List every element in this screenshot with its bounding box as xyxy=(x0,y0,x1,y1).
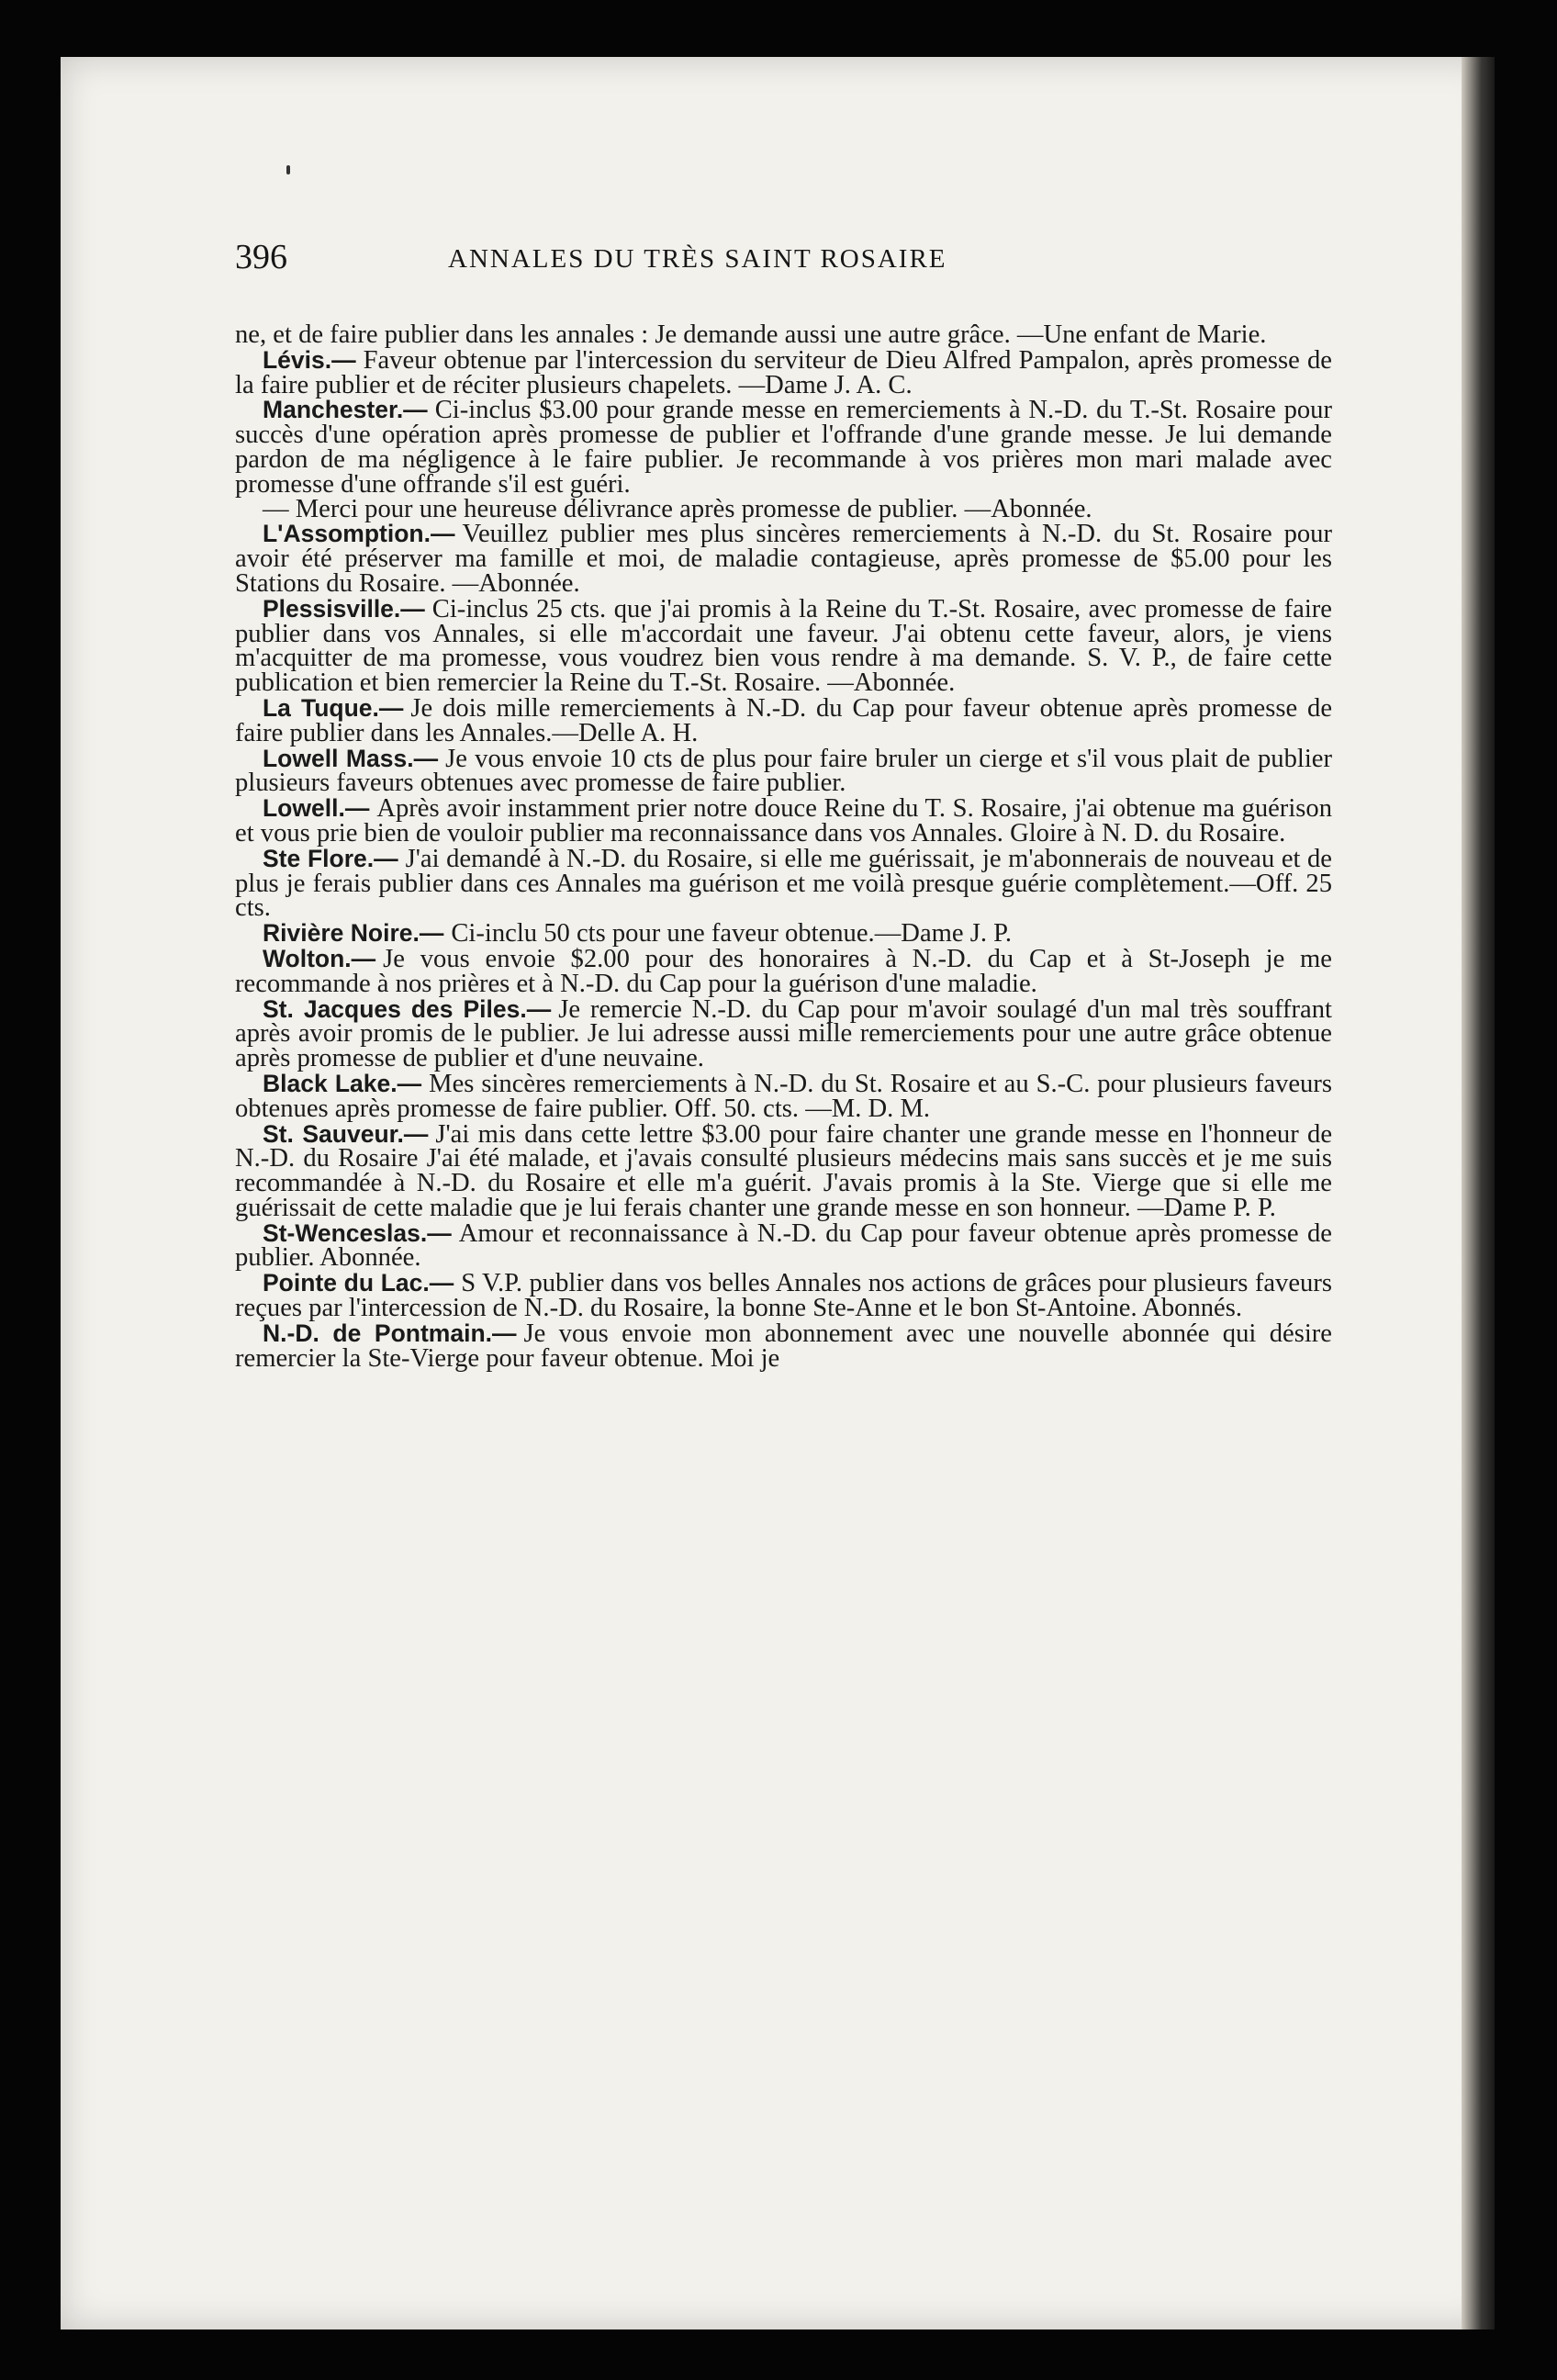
entry-paragraph xyxy=(235,1321,1332,1372)
page-header xyxy=(235,237,1116,283)
entry-text: S V.P. publier dans vos belles Annales nos actions de grâces pour plusieurs faveurs reçues par l'intercession de N.-D. du Rosaire, la bonne Ste-Anne et le bon St-Antoine. Abonnés. xyxy=(235,1269,1332,1323)
entry-paragraph xyxy=(235,1218,1332,1273)
entry-text: J'ai mis dans cette lettre $3.00 pour faire chanter une grande messe en l'honneur de N.-D. du Rosaire J'ai été malade, et j'avais consulté plusieurs médecins mais sans succès et je me suis recommandée à N.-D. du Rosaire et elle m'a guérit. J'avais promis à la Ste. Vierge que si elle me guérissait de cette maladie que je lui ferais chanter une grande messe en son honneur. —Dame P. P. xyxy=(235,1119,1333,1222)
entry-text: Faveur obtenue par l'intercession du serviteur de Dieu Alfred Pampalon, après promesse de la faire publier et de réciter plusieurs chapelets. —Dame J. A. C. xyxy=(235,345,1332,399)
entry-location: St-Wenceslas.— xyxy=(263,1218,452,1247)
entry-location: Ste Flore.— xyxy=(263,844,398,872)
entry-paragraph xyxy=(235,844,1332,923)
entry-location: Black Lake.— xyxy=(263,1069,422,1097)
entry-text: J'ai demandé à N.-D. du Rosaire, si elle me guérissait, je m'abonnerais de nouveau et de plus je ferais publier dans ces Annales ma guérison et me voilà presque guérie complètement.—Off. 25 cts. xyxy=(235,844,1332,923)
entry-text: Ci-inclus $3.00 pour grande messe en remerciements à N.-D. du T.-St. Rosaire pour succès d'une opération après promesse de publier et l'offrande d'une grande messe. Je lui demande pardon de ma négligence à le faire publier. Je recommande à vos prières mon mari malade avec promesse d'une offrande s'il est guéri. xyxy=(235,396,1332,499)
speck xyxy=(286,165,290,174)
entry-paragraph xyxy=(235,944,1332,998)
entry-location: St. Sauveur.— xyxy=(263,1119,429,1148)
page-number: 396 xyxy=(235,238,287,276)
entry-text: Je dois mille remerciements à N.-D. du Cap pour faveur obtenue après promesse de faire publier dans les Annales.—Delle A. H. xyxy=(235,693,1333,747)
entry-location: Lowell Mass.— xyxy=(263,744,439,772)
running-title: ANNALES DU TRÈS SAINT ROSAIRE xyxy=(448,244,947,274)
entry-text: — Merci pour une heureuse délivrance après promesse de publier. —Abonnée. xyxy=(263,494,1092,523)
entry-text: Je vous envoie mon abonnement avec une nouvelle abonnée qui désire remercier la Ste-Vierge pour faveur obtenue. Moi je xyxy=(235,1319,1332,1373)
entry-text: Ci-inclu 50 cts pour une faveur obtenue.—Dame J. P. xyxy=(451,919,1013,949)
entry-paragraph xyxy=(235,522,1332,596)
entry-text: Après avoir instamment prier notre douce Reine du T. S. Rosaire, j'ai obtenue ma guérison et vous prie bien de vouloir publier ma reconnaissance dans vos Annales. Gloire à N. D. du Rosaire. xyxy=(235,794,1332,848)
entry-text: Amour et reconnaissance à N.-D. du Cap pour faveur obtenue après promesse de publier. Abonnée. xyxy=(235,1218,1332,1273)
page-edge-shadow xyxy=(1462,57,1495,2329)
entry-paragraph xyxy=(235,921,1332,947)
entry-text: Veuillez publier mes plus sincères remerciements à N.-D. du St. Rosaire pour avoir été préserver ma famille et moi, de maladie contagieuse, après promesse de $5.00 pour les Stations du Rosaire. —Abonnée. xyxy=(235,520,1332,598)
entry-text: ne, et de faire publier dans les annales : Je demande aussi une autre grâce. —Une enfant de Marie. xyxy=(235,320,1267,349)
entry-text: Mes sincères remerciements à N.-D. du St. Rosaire et au S.-C. pour plusieurs faveurs obtenues après promesse de faire publier. Off. 50. cts. —M. D. M. xyxy=(235,1069,1332,1123)
entry-location: Lévis.— xyxy=(263,345,356,374)
entry-paragraph xyxy=(235,594,1332,698)
entry-paragraph xyxy=(235,1069,1332,1123)
entry-text: Ci-inclus 25 cts. que j'ai promis à la Reine du T.-St. Rosaire, avec promesse de faire publier dans vos Annales, si elle m'accordait une faveur. J'ai obtenu cette faveur, alors, je viens m'acquitter de ma promesse, vous voudrez bien vous rendre à ma demande. S. V. P., de faire cette publication et bien remercier la Reine du T.-St. Rosaire. —Abonnée. xyxy=(235,594,1332,698)
entry-paragraph xyxy=(235,1271,1332,1321)
entry-location: St. Jacques des Piles.— xyxy=(263,994,552,1023)
entry-location: Manchester.— xyxy=(263,396,428,424)
entry-paragraph xyxy=(235,796,1332,847)
entry-location: N.-D. de Pontmain.— xyxy=(263,1319,517,1347)
entry-text: Je vous envoie 10 cts de plus pour faire bruler un cierge et s'il vous plait de publier plusieurs faveurs obtenues avec promesse de faire publier. xyxy=(235,744,1333,798)
entry-location: Plessisville.— xyxy=(263,594,425,623)
body-text xyxy=(235,320,1333,1373)
entry-paragraph xyxy=(235,693,1333,747)
entry-paragraph xyxy=(235,345,1332,399)
entry-paragraph xyxy=(235,494,1332,523)
entry-location: L'Assomption.— xyxy=(263,520,455,548)
entry-location: Rivière Noire.— xyxy=(263,919,444,948)
entry-paragraph xyxy=(235,994,1332,1073)
entry-paragraph xyxy=(235,744,1333,798)
entry-paragraph xyxy=(235,1119,1333,1222)
entry-text: Je vous envoie $2.00 pour des honoraires à N.-D. du Cap et à St-Joseph je me recommande à nos prières et à N.-D. du Cap pour la guérison d'une maladie. xyxy=(235,944,1332,998)
entry-paragraph xyxy=(235,398,1332,497)
entry-location: Lowell.— xyxy=(263,794,370,823)
entry-location: Pointe du Lac.— xyxy=(263,1269,454,1297)
entry-location: La Tuque.— xyxy=(263,693,404,722)
entry-paragraph xyxy=(235,320,1332,349)
entry-location: Wolton.— xyxy=(263,944,376,972)
entry-text: Je remercie N.-D. du Cap pour m'avoir soulagé d'un mal très souffrant après avoir promis de le publier. Je lui adresse aussi mille remerciements pour une autre grâce obtenue après promesse de publier et d'une neuvaine. xyxy=(235,994,1332,1073)
